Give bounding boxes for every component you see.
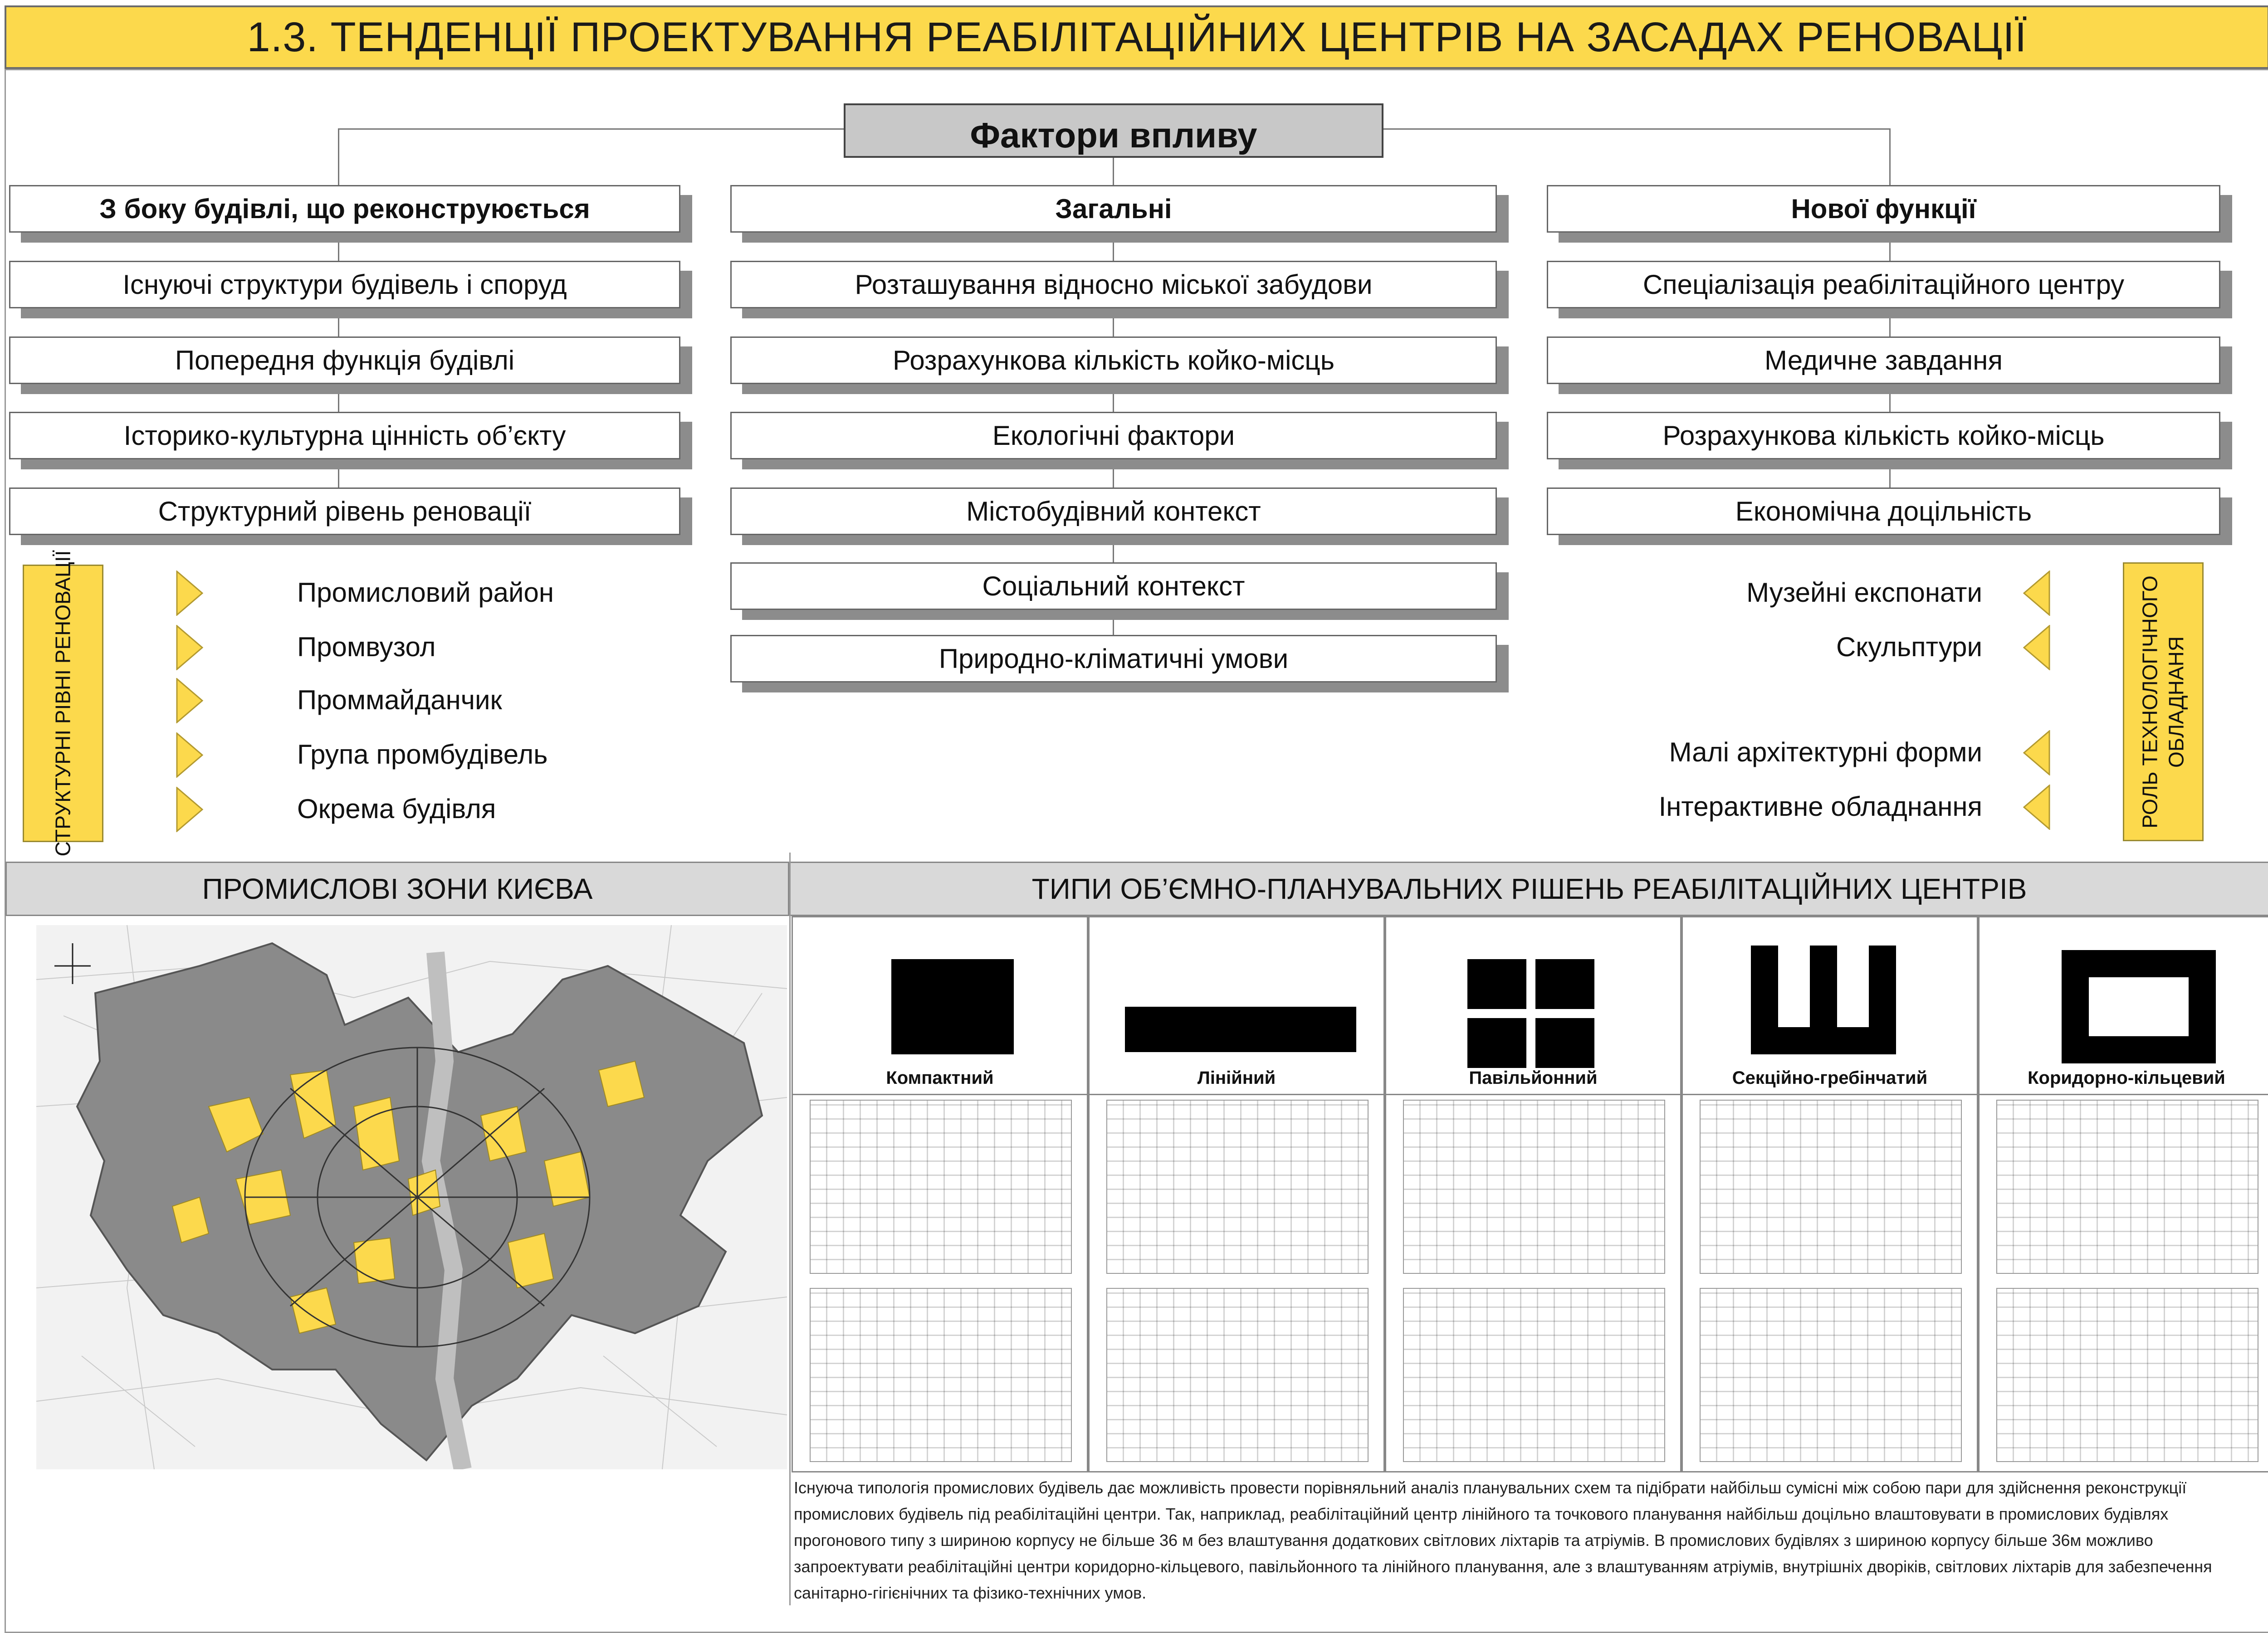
triangle-bullet-icon	[2023, 730, 2050, 775]
connector-center-down	[1113, 158, 1114, 185]
floor-plan-thumbnail	[1106, 1100, 1369, 1274]
factor-item: Медичне завдання	[1547, 336, 2220, 384]
floor-plan-thumbnail	[1996, 1100, 2258, 1274]
structural-level-item: Проммайданчик	[297, 685, 502, 715]
triangle-bullet-icon	[176, 625, 203, 670]
plan-type-scheme-icon	[2053, 941, 2225, 1072]
plan-type-scheme-icon	[1742, 941, 1905, 1059]
connector-right	[1383, 128, 1889, 130]
equipment-role-label: РОЛЬ ТЕХНОЛОГІЧНОГО ОБЛАДНАНЯ	[2138, 575, 2188, 829]
equipment-role-tag	[2123, 562, 2204, 841]
plan-type-scheme-icon	[873, 950, 1032, 1063]
floor-plan-thumbnail	[810, 1288, 1072, 1462]
structural-levels-label: СТРУКТУРНІ РІВНІ РЕНОВАЦІЇ	[51, 550, 75, 857]
factor-item: Існуючі структури будівель і споруд	[9, 261, 680, 308]
factor-item: Історико-культурна цінність об’єкту	[9, 412, 680, 459]
factor-item: Попередня функція будівлі	[9, 336, 680, 384]
kyiv-industrial-zones-map	[36, 925, 787, 1469]
factor-item: Природно-кліматичні умови	[730, 635, 1497, 682]
structural-levels-tag	[23, 550, 103, 857]
equipment-item: Музейні експонати	[1746, 577, 1982, 608]
structural-level-item: Група промбудівель	[297, 739, 548, 770]
factor-item: Екологічні фактори	[730, 412, 1497, 459]
factor-item: Спеціалізація реабілітаційного центру	[1547, 261, 2220, 308]
floor-plan-thumbnail	[1403, 1100, 1665, 1274]
triangle-bullet-icon	[176, 570, 203, 616]
types-section-header: ТИПИ ОБ’ЄМНО-ПЛАНУВАЛЬНИХ РІШЕНЬ РЕАБІЛІТАЦІЙНИХ ЦЕНТРІВ	[789, 862, 2268, 916]
triangle-bullet-icon	[2023, 625, 2050, 670]
factor-column-title-1: З боку будівлі, що реконструюється	[9, 185, 680, 233]
structural-level-item: Промвузол	[297, 632, 436, 662]
triangle-bullet-icon	[176, 678, 203, 723]
factor-item: Соціальний контекст	[730, 562, 1497, 610]
floor-plan-thumbnail	[810, 1100, 1072, 1274]
equipment-item: Скульптури	[1836, 632, 1982, 662]
triangle-bullet-icon	[176, 732, 203, 778]
triangle-bullet-icon	[2023, 570, 2050, 616]
plan-type-label: Коридорно-кільцевий	[2028, 1068, 2225, 1088]
plan-type-label: Компактний	[886, 1068, 994, 1088]
plan-type-label: Секційно-гребінчатий	[1732, 1068, 1928, 1088]
title-bar	[5, 5, 2268, 69]
triangle-bullet-icon	[2023, 785, 2050, 830]
factor-item: Розрахункова кількість койко-місць	[730, 336, 1497, 384]
plan-type-label: Лінійний	[1197, 1068, 1276, 1088]
connector-left	[338, 128, 844, 130]
floor-plan-thumbnail	[1700, 1288, 1962, 1462]
connector-left-down	[338, 128, 339, 185]
map-section-header: ПРОМИСЛОВІ ЗОНИ КИЄВА	[5, 862, 789, 916]
factor-item: Розрахункова кількість койко-місць	[1547, 412, 2220, 459]
map-graphic	[36, 925, 787, 1469]
equipment-item: Інтерактивне обладнання	[1658, 791, 1982, 822]
structural-level-item: Окрема будівля	[297, 794, 496, 824]
floor-plan-thumbnail	[1700, 1100, 1962, 1274]
factor-item: Структурний рівень реновації	[9, 487, 680, 535]
connector-right-down	[1889, 128, 1891, 185]
factor-item: Економічна доцільність	[1547, 487, 2220, 535]
floor-plan-thumbnail	[1106, 1288, 1369, 1462]
floor-plan-thumbnail	[1403, 1288, 1665, 1462]
factor-column-title-3: Нової функції	[1547, 185, 2220, 233]
factor-column-title-2: Загальні	[730, 185, 1497, 233]
section-divider	[789, 853, 791, 1605]
description-text: Існуюча типологія промислових будівель дає можливість провести порівняльний аналіз планувальних схем та підібрати найбільш сумісні між собою пари для здійснення реконструкції промислових будівель під реабілітаційні центри. Так, наприклад, реабілітаційний центр лінійного та точкового планування найбільш доцільно влаштовувати в промислових будівлях прогонового типу з шириною корпусу не більше 36 м без влаштування додаткових світлових ліхтарів та атріумів. В промислових будівлях з шириною корпусу більше 36м можливо запроектувати реабілітаційні центри коридорно-кільцевого, павільйонного та лінійного планування, але з влаштуванням атріумів, внутрішніх дворіків, світлових ліхтарів для забезпечення санітарно-гігієнічних та фізико-технічних умов.	[794, 1478, 2212, 1602]
factor-item: Містобудівний контекст	[730, 487, 1497, 535]
floor-plan-thumbnail	[1996, 1288, 2258, 1462]
page-title: 1.3. ТЕНДЕНЦІЇ ПРОЕКТУВАННЯ РЕАБІЛІТАЦІЙНИХ ЦЕНТРІВ НА ЗАСАДАХ РЕНОВАЦІЇ	[247, 14, 2027, 60]
factor-item: Розташування відносно міської забудови	[730, 261, 1497, 308]
equipment-item: Малі архітектурні форми	[1669, 737, 1982, 767]
triangle-bullet-icon	[176, 787, 203, 832]
factors-header: Фактори впливу	[844, 103, 1383, 158]
plan-type-scheme-icon	[1454, 950, 1608, 1072]
structural-level-item: Промисловий район	[297, 577, 554, 608]
plan-type-label: Павільйонний	[1469, 1068, 1598, 1088]
